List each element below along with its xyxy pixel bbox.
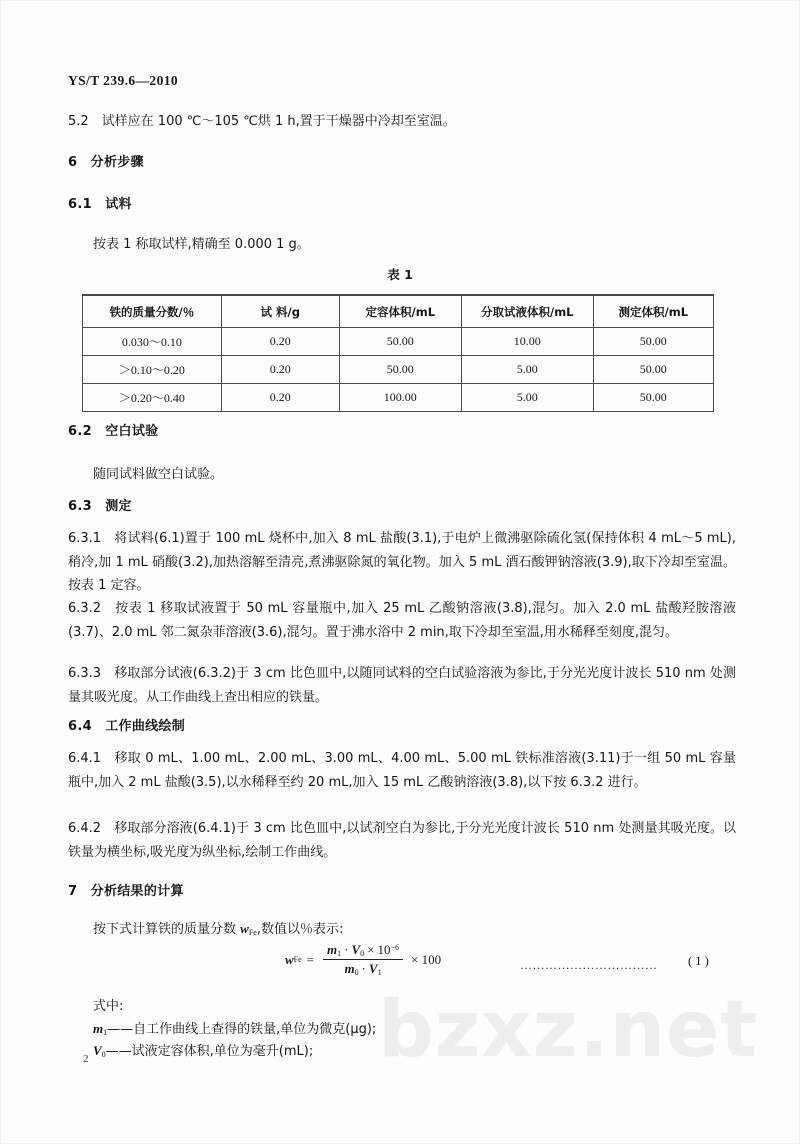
formula-numerator [323,942,403,960]
numerator-v: V [351,942,361,957]
formula-lhs-sub: Fe [293,955,302,964]
table-cell: 10.00 [461,328,593,356]
numerator-times: × [367,942,375,957]
table-cell: 50.00 [339,328,461,356]
table-header-cell: 铁的质量分数/％ [83,295,222,328]
clause-6-1-body: 按表 1 称取试样,精确至 0.000 1 g。 [93,237,310,252]
table-header-row [83,295,714,328]
denominator-v-sub: 1 [377,968,382,977]
table-cell: 0.20 [221,328,339,356]
table-header-cell: 定容体积/mL [339,295,461,328]
clause-6-4-2: 6.4.2 移取部分溶液(6.4.1)于 3 cm 比色皿中,以试剂空白为参比,于分光光度计波长 510 nm 处测量其吸光度。以铁量为横坐标,吸光度为纵坐标,绘制工作曲线。 [68,821,736,860]
numerator-m-sub: 1 [337,949,342,958]
numerator-power-exp: −6 [390,943,400,952]
numerator-power-base: 10 [377,942,391,957]
definition-text: ——自工作曲线上查得的铁量,单位为微克(μg); [107,1022,377,1037]
table-header-cell: 测定体积/mL [593,295,713,328]
clause-6-3-2: 6.3.2 按表 1 移取试液置于 50 mL 容量瓶中,加入 25 mL 乙酸钠溶液(3.8),混匀。加入 2.0 mL 盐酸羟胺溶液(3.7)、2.0 mL 邻二氮杂菲溶液(3.6),混匀。置于沸水浴中 2 min,取下冷却至室温,用水稀释至刻度,混匀。 [68,601,736,640]
formula-tail: × 100 [411,951,442,967]
denominator-v: V [368,961,378,976]
table-cell: 0.20 [221,356,339,384]
heading-6-1: 6.1 试料 [68,197,132,212]
denominator-dot: · [361,961,366,976]
table-cell: 50.00 [593,356,713,384]
table-cell: 50.00 [593,328,713,356]
formula-denominator [340,960,385,977]
table-header-cell: 试 料/g [221,295,339,328]
table-row [83,384,714,412]
formula-intro [93,918,693,944]
heading-6-3: 6.3 测定 [68,499,132,514]
heading-6-2: 6.2 空白试验 [68,424,159,439]
standard-header: YS/T 239.6—2010 [68,73,179,88]
table-row [83,356,714,384]
denominator-m: m [344,961,355,976]
formula-equals: = [306,951,315,967]
table-cell: 5.00 [461,356,593,384]
formula-lhs-var: w [285,951,294,967]
page-number: 2 [83,1053,89,1065]
formula-fraction [323,942,403,977]
clause-5-2: 5.2 试样应在 100 ℃～105 ℃烘 1 h,置于干燥器中冷却至室温。 [68,114,456,129]
definition-symbol-sub: 0 [101,1050,106,1059]
where-label: 式中: [93,999,124,1014]
clause-6-2-body: 随同试料做空白试验。 [93,467,224,482]
formula-expression [285,942,441,977]
table-header-cell: 分取试液体积/mL [461,295,593,328]
clause-6-4-1: 6.4.1 移取 0 mL、1.00 mL、2.00 mL、3.00 mL、4.00 mL、5.00 mL 铁标准溶液(3.11)于一组 50 mL 容量瓶中,加入 2 mL 盐酸(3.5),以水稀释至约 20 mL,加入 15 mL 乙酸钠溶液(3.8),以下按 6.3.2 进行。 [68,751,736,790]
definition-symbol: m [93,1021,104,1036]
clause-6-3-1: 6.3.1 将试料(6.1)置于 100 mL 烧杯中,加入 8 mL 盐酸(3.1),于电炉上微沸驱除硫化氢(保持体积 4 mL～5 mL),稍冷,加 1 mL 硝酸(3.2),加热溶解至清亮,煮沸驱除氮的氧化物。加入 5 mL 酒石酸钾钠溶液(3.9),取下冷却至室温。按表 1 定容。 [68,531,736,593]
table-cell: 0.20 [221,384,339,412]
table-cell: ＞0.10～0.20 [83,356,222,384]
definition-symbol-sub: 1 [103,1028,108,1037]
table-row [83,328,714,356]
formula-leader-dots: …………………………… [520,958,658,972]
watermark: bzxz.net [378,985,759,1075]
formula-intro-var: w [240,921,249,936]
formula-number: ( 1 ) [688,954,709,968]
table-cell: 50.00 [593,384,713,412]
numerator-dot: · [344,942,349,957]
formula-intro-pre: 按下式计算铁的质量分数 [93,922,241,937]
definition-symbol: V [93,1043,102,1058]
table-cell: 100.00 [339,384,461,412]
formula-intro-sub: Fe [248,928,257,937]
numerator-v-sub: 0 [360,949,365,958]
table-1 [82,294,714,412]
formula-block [0,942,800,986]
heading-7: 7 分析结果的计算 [68,884,184,899]
denominator-m-sub: 0 [354,968,359,977]
table-cell: 0.030～0.10 [83,328,222,356]
symbol-definition [93,1040,713,1066]
table-caption: 表 1 [387,267,413,282]
heading-6: 6 分析步骤 [68,155,144,170]
definition-text: ——试液定容体积,单位为毫升(mL); [105,1044,314,1059]
formula-intro-post: ,数值以％表示: [256,922,344,937]
heading-6-4: 6.4 工作曲线绘制 [68,719,186,734]
table-cell: 5.00 [461,384,593,412]
clause-6-3-3: 6.3.3 移取部分试液(6.3.2)于 3 cm 比色皿中,以随同试料的空白试验溶液为参比,于分光光度计波长 510 nm 处测量其吸光度。从工作曲线上查出相应的铁量。 [68,666,736,705]
numerator-m: m [327,942,338,957]
table-cell: 50.00 [339,356,461,384]
table-cell: ＞0.20～0.40 [83,384,222,412]
